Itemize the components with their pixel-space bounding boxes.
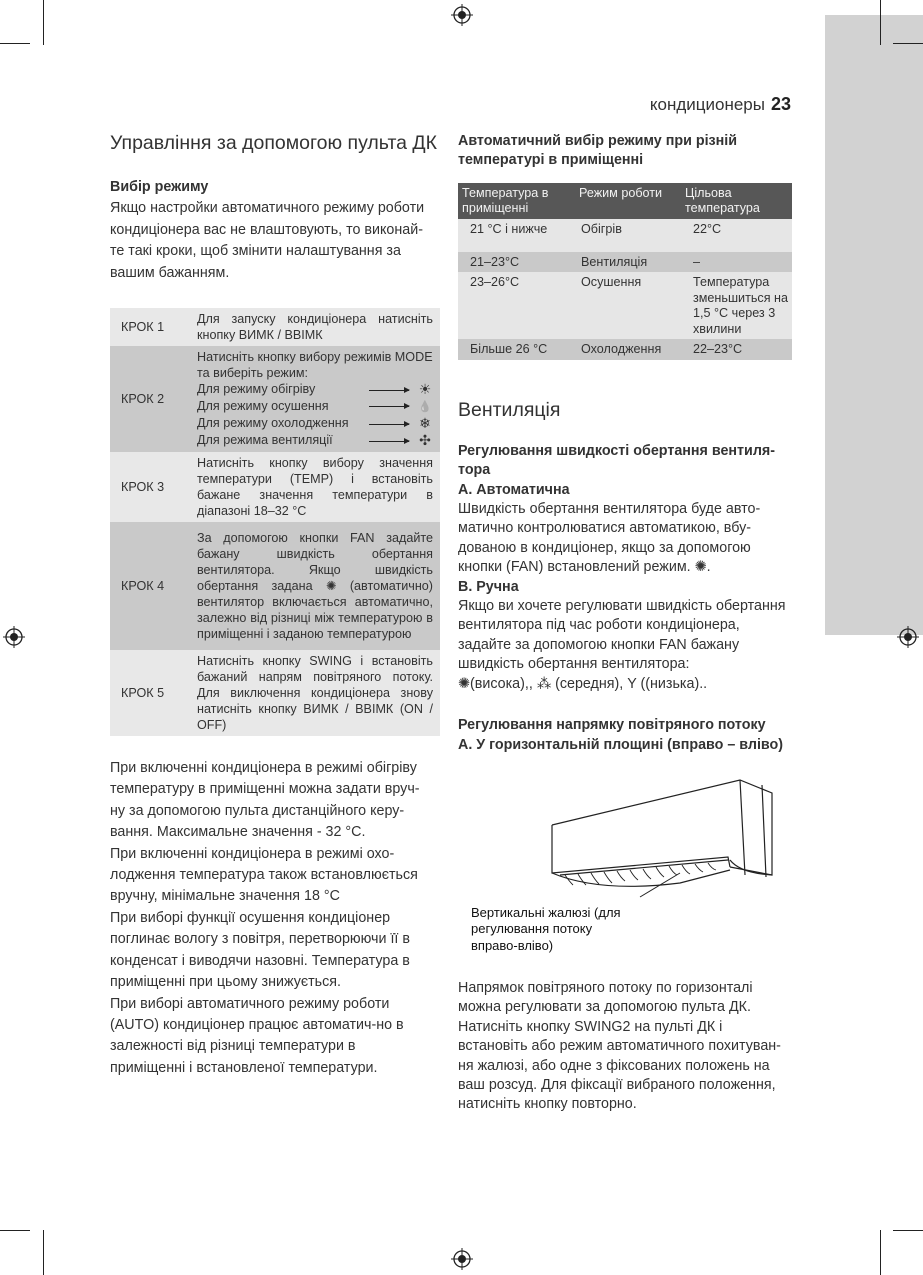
- step-row: [110, 452, 440, 522]
- fan-icon: ✣: [419, 432, 431, 449]
- column-header: Температура в приміщенні: [458, 183, 569, 219]
- crop-mark: [0, 43, 30, 44]
- sun-icon: ☀: [418, 381, 432, 398]
- ventilation-title: Вентиляція: [458, 398, 561, 421]
- crop-mark: [893, 43, 923, 44]
- crop-mark: [0, 1230, 30, 1231]
- step-text: За допомогою кнопки FAN задайте бажану швидкість обертання вентилятора. Якщо швидкість обертання задана ✺ (автоматично) вентилятор включається автоматично, залежно від різниці між температурою в приміщенні і заданою температурою: [197, 531, 434, 642]
- step-row: [110, 308, 440, 346]
- fan-speeds: ✺(висока),, ⁂ (середня), Y ((низька)..: [458, 675, 708, 692]
- paragraph: При виборі функції осушення кондиціонер поглинає вологу з повітря, перетворюючи її в конденсат і виводячи назовні. Температура в приміщенні при цьому знижується.: [110, 909, 410, 991]
- fan-high-icon: ✺: [458, 675, 470, 692]
- mode-notes: [110, 758, 432, 1079]
- crop-mark: [880, 1230, 881, 1275]
- mode-heading: Вибір режиму: [110, 179, 209, 195]
- step-row: [110, 522, 440, 650]
- fan-mid-icon: ⁂: [536, 675, 552, 692]
- arrow-icon: [369, 441, 409, 443]
- registration-mark-icon: [3, 626, 25, 648]
- arrow-icon: [369, 390, 409, 392]
- crop-mark: [880, 0, 881, 45]
- paragraph: При включенні кондиціонера в режимі обігріву температуру в приміщенні можна задати вруч-ну за допомогою пульта дистанційного керу-вання. Максимальне значення - 32 °С.: [110, 760, 420, 841]
- air-conditioner-figure: [458, 775, 793, 975]
- crop-mark: [43, 1230, 44, 1275]
- mode-option: Для режима вентиляції ✣: [197, 432, 433, 449]
- table-row: Більше 26 °C Охолодження 22–23°C: [458, 339, 792, 360]
- step-label: КРОК 5: [121, 686, 165, 701]
- step-row: [110, 346, 440, 452]
- mode-option: Для режиму осушення 💧: [197, 399, 432, 414]
- paragraph: При включенні кондиціонера в режимі охо-лодження температура також встановлюється вручну, мінімальне значення 18 °С: [110, 845, 418, 905]
- steps-table: [110, 308, 440, 736]
- left-column: [110, 131, 440, 1079]
- fan-auto-icon: ✺: [325, 579, 337, 594]
- airflow-subheading: А. У горизонтальній площині (вправо – вліво): [458, 736, 784, 753]
- table-row: 21 °C і нижче Обігрів 22°C: [458, 219, 792, 252]
- auto-label: А. Автоматична: [458, 481, 570, 498]
- fan-speed-heading: Регулювання швидкості обертання вентиля-тора: [458, 442, 776, 479]
- right-column: [458, 132, 793, 1115]
- step-label: КРОК 3: [121, 480, 165, 495]
- snowflake-icon: ❄: [419, 415, 431, 432]
- step-text: Натисніть кнопку SWING і встановіть бажаний напрям повітряного потоку. Для виключення кондиціонера знову натисніть кнопку ВИМК / ВВІМК (ON / OFF): [197, 654, 433, 733]
- step-text: Натисніть кнопку вибору режимів MODE та виберіть режим:: [197, 350, 433, 381]
- fan-speed-section: [458, 442, 788, 694]
- airflow-text: Напрямок повітряного потоку по горизонталі можна регулювати за допомогою пульта ДК. Натисніть кнопку SWING2 на пульті ДК і встановіть або режим автоматичного похитуван-ня жалюзі, або одне з фіксованих положень на ваш розсуд. Для фіксації вибраного положення, натисніть кнопку повторно.: [458, 979, 781, 1113]
- step-text: Для запуску кондиціонера натисніть кнопку ВИМК / ВВІМК: [197, 312, 433, 343]
- step-label: КРОК 4: [121, 579, 165, 594]
- column-header: Цільова температура: [681, 183, 792, 219]
- crop-mark: [43, 0, 44, 45]
- table-row: 21–23°C Вентиляція –: [458, 252, 792, 273]
- mode-option: Для режиму обігріву ☀: [197, 381, 432, 398]
- page-number: 23: [770, 94, 791, 114]
- column-header: Режим роботи: [569, 183, 681, 219]
- fan-auto-icon: ✺: [694, 559, 707, 576]
- registration-mark-icon: [451, 4, 473, 26]
- auto-mode-heading: Автоматичний вибір режиму при різній температурі в приміщенні: [458, 133, 738, 169]
- crop-mark: [893, 1230, 923, 1231]
- drops-icon: 💧: [418, 401, 432, 414]
- arrow-icon: [369, 424, 409, 426]
- paragraph: При виборі автоматичного режиму роботи (AUTO) кондиціонер працює автоматич-но в залежності від різниці температури в приміщенні і встановленої температури.: [110, 995, 404, 1076]
- section-title: Управління за допомогою пульта ДК: [110, 132, 437, 154]
- step-label: КРОК 2: [121, 392, 165, 407]
- step-label: КРОК 1: [121, 320, 165, 335]
- page-header: [650, 94, 791, 115]
- registration-mark-icon: [451, 1248, 473, 1270]
- manual-text: Якщо ви хочете регулювати швидкість обертання вентилятора під час роботи кондиціонера, задайте за допомогою кнопки FAN бажану швидкість обертання вентилятора:: [458, 598, 786, 673]
- mode-intro: Якщо настройки автоматичного режиму роботи кондиціонера вас не влаштовують, то виконай-те такі кроки, щоб змінити налаштування за вашим бажанням.: [110, 200, 425, 281]
- mode-option: Для режиму охолодження ❄: [197, 415, 433, 432]
- airflow-section: [458, 716, 788, 755]
- louver-caption: Вертикальні жалюзі (для регулювання потоку вправо-вліво): [471, 904, 621, 953]
- auto-mode-table: [458, 183, 792, 360]
- step-row: [110, 650, 440, 736]
- arrow-icon: [369, 406, 409, 408]
- manual-label: В. Ручна: [458, 578, 519, 595]
- air-conditioner-illustration: [540, 775, 800, 900]
- fan-low-icon: Y: [627, 675, 637, 692]
- auto-text: Швидкість обертання вентилятора буде авто-матично контролюватися автоматикою, вбу-дованою в кондиціонер, якщо за допомогою кнопки (FAN) встановлений режим. ✺.: [458, 501, 761, 576]
- registration-mark-icon: [897, 626, 919, 648]
- side-tab: [825, 15, 923, 635]
- step-text: Натисніть кнопку вибору значення температури (TEMP) і встановіть бажане значення температури в діапазоні 18–32 °C: [197, 456, 433, 519]
- section-name: кондиционеры: [649, 95, 765, 114]
- airflow-heading: Регулювання напрямку повітряного потоку: [458, 717, 766, 734]
- table-row: 23–26°C Осушення Температура зменьшиться на 1,5 °C через 3 хвилини: [458, 272, 792, 339]
